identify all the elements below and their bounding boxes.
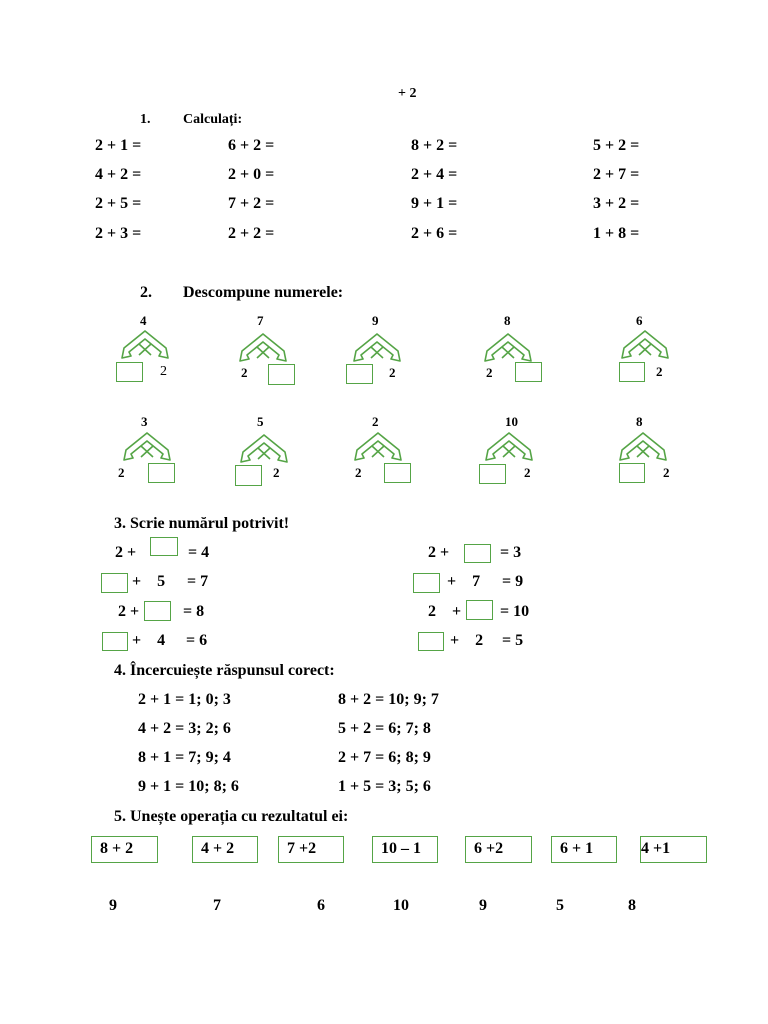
equation-part: 2 + [115,544,137,561]
decompose-number: 3 [141,414,148,429]
equation-part: + 7 [447,573,481,590]
equation-part: 2 + [428,544,450,561]
equation-part: + 2 [450,632,484,649]
decompose-number: 10 [505,414,518,429]
ex5-title: 5. Unește operația cu rezultatul ei: [114,808,349,825]
answer-box[interactable] [102,632,128,651]
choice-equation: 2 + 7 = 6; 8; 9 [338,749,431,766]
split-arrow-icon [240,434,288,464]
split-arrow-icon [353,333,401,363]
decompose-part: 2 [118,465,125,480]
ex3-title: 3. Scrie numărul potrivit! [114,515,290,532]
answer-box[interactable] [346,364,373,384]
equation-part: = 7 [187,573,209,590]
equation-part: = 5 [502,632,524,649]
equation: 2 + 6 = [411,225,458,242]
ex1-title: Calculați: [183,112,243,127]
equation-part: 2 + [118,603,140,620]
equation: 2 + 3 = [95,225,142,242]
equation: 4 + 2 = [95,166,142,183]
ex2-number: 2. [140,284,152,301]
choice-equation: 8 + 2 = 10; 9; 7 [338,691,439,708]
equation: 2 + 2 = [228,225,275,242]
split-arrow-icon [485,432,533,462]
equation: 2 + 7 = [593,166,640,183]
decompose-number: 2 [372,414,379,429]
choice-equation: 2 + 1 = 1; 0; 3 [138,691,231,708]
split-arrow-icon [354,432,402,462]
equation-part: = 3 [500,544,522,561]
equation: 2 + 1 = [95,137,142,154]
equation: 6 + 2 = [228,137,275,154]
ex1-number: 1. [140,112,151,127]
decompose-number: 6 [636,313,643,328]
decompose-number: 4 [140,313,147,328]
operation-box[interactable]: 4 +1 [640,836,707,863]
split-arrow-icon [621,330,669,360]
page-title: + 2 [398,86,417,101]
result-number[interactable]: 5 [556,897,564,914]
answer-box[interactable] [268,364,295,385]
answer-box[interactable] [384,463,411,483]
result-number[interactable]: 7 [213,897,221,914]
answer-box[interactable] [144,601,171,621]
choice-equation: 4 + 2 = 3; 2; 6 [138,720,231,737]
decompose-part: 2 [524,465,531,480]
equation: 2 + 5 = [95,195,142,212]
equation-part: = 8 [183,603,205,620]
decompose-number: 9 [372,313,379,328]
answer-box[interactable] [619,463,645,483]
equation-part: + 5 [132,573,166,590]
equation-part: = 9 [502,573,524,590]
decompose-number: 5 [257,414,264,429]
split-arrow-icon [123,432,171,462]
answer-box[interactable] [418,632,444,651]
answer-box[interactable] [116,362,143,382]
result-number[interactable]: 8 [628,897,636,914]
operation-box[interactable]: 8 + 2 [91,836,158,863]
operation-box[interactable]: 10 – 1 [372,836,438,863]
equation-part: = 4 [188,544,210,561]
decompose-number: 7 [257,313,264,328]
answer-box[interactable] [479,464,506,484]
answer-box[interactable] [148,463,175,483]
equation: 9 + 1 = [411,195,458,212]
answer-box[interactable] [150,537,178,556]
split-arrow-icon [239,333,287,363]
decompose-part: 2 [389,365,396,380]
choice-equation: 9 + 1 = 10; 8; 6 [138,778,239,795]
operation-box[interactable]: 4 + 2 [192,836,258,863]
decompose-part: 2 [486,365,493,380]
equation: 1 + 8 = [593,225,640,242]
decompose-part: 2 [355,465,362,480]
result-number[interactable]: 9 [109,897,117,914]
equation-part: 2 + [428,603,462,620]
equation: 2 + 0 = [228,166,275,183]
choice-equation: 1 + 5 = 3; 5; 6 [338,778,431,795]
answer-box[interactable] [413,573,440,593]
split-arrow-icon [484,333,532,363]
equation: 8 + 2 = [411,137,458,154]
result-number[interactable]: 9 [479,897,487,914]
answer-box[interactable] [235,465,262,486]
decompose-part: 2 [656,364,663,379]
operation-box[interactable]: 6 + 1 [551,836,617,863]
result-number[interactable]: 10 [393,897,409,914]
decompose-part: 2 [273,465,280,480]
choice-equation: 8 + 1 = 7; 9; 4 [138,749,231,766]
answer-box[interactable] [619,362,645,382]
decompose-number: 8 [636,414,643,429]
answer-box[interactable] [515,362,542,382]
ex2-title: Descompune numerele: [183,284,344,301]
choice-equation: 5 + 2 = 6; 7; 8 [338,720,431,737]
split-arrow-icon [121,330,169,360]
equation-part: = 6 [186,632,208,649]
answer-box[interactable] [466,600,493,620]
equation: 2 + 4 = [411,166,458,183]
equation: 3 + 2 = [593,195,640,212]
answer-box[interactable] [464,544,491,563]
result-number[interactable]: 6 [317,897,325,914]
equation: 7 + 2 = [228,195,275,212]
ex4-title: 4. Încercuiește răspunsul corect: [114,662,335,679]
answer-box[interactable] [101,573,128,593]
operation-box[interactable]: 6 +2 [465,836,532,863]
split-arrow-icon [619,432,667,462]
decompose-number: 8 [504,313,511,328]
equation-part: + 4 [132,632,166,649]
operation-box[interactable]: 7 +2 [278,836,344,863]
decompose-part: 2 [663,465,670,480]
equation: 5 + 2 = [593,137,640,154]
equation-part: = 10 [500,603,530,620]
decompose-part: 2 [160,364,167,379]
decompose-part: 2 [241,365,248,380]
